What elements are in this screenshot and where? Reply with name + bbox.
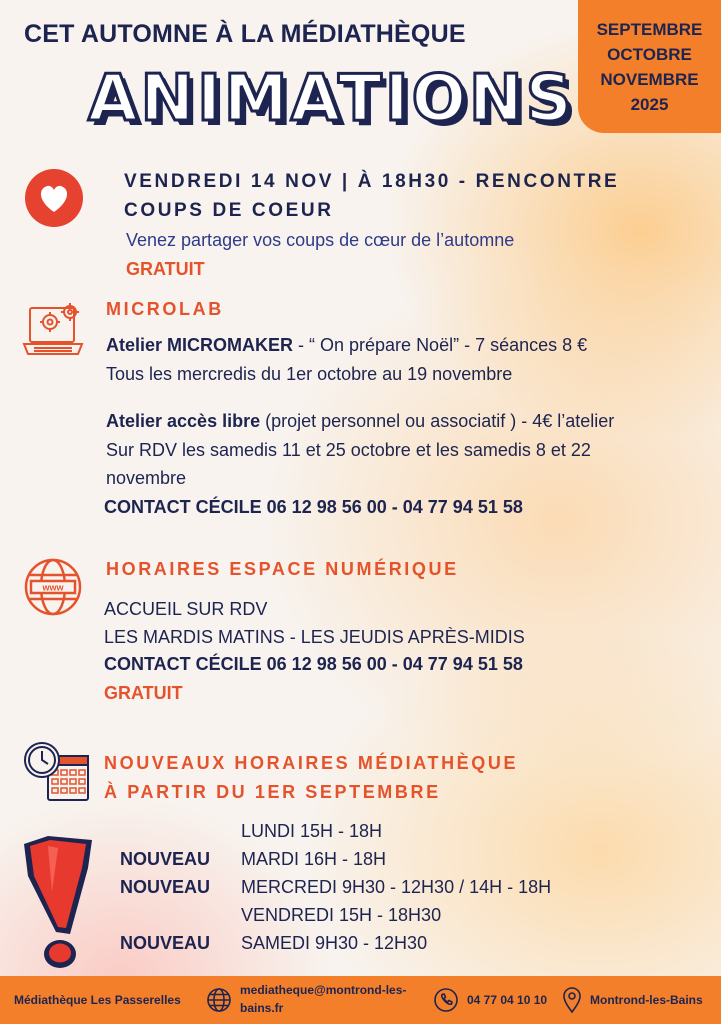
header-title: CET AUTOMNE À LA MÉDIATHÈQUE xyxy=(24,20,466,48)
hours-text: MARDI 16H - 18H xyxy=(241,849,387,869)
footer-email-line2[interactable]: bains.fr xyxy=(240,1001,284,1015)
nouveau-tag: NOUVEAU xyxy=(120,877,211,897)
atelier1-detail: - “ On prépare Noël” - 7 séances 8 € xyxy=(293,335,588,355)
microlab-title: MICROLAB xyxy=(106,299,224,319)
svg-text:www: www xyxy=(42,582,64,593)
numerique-line1: ACCUEIL SUR RDV xyxy=(104,599,268,619)
exclamation-icon xyxy=(18,832,98,972)
year: 2025 xyxy=(630,94,669,114)
hours-row-vendredi xyxy=(241,905,441,926)
event-description: Venez partager vos coups de cœur de l’automne xyxy=(126,230,515,250)
footer-phone[interactable]: 04 77 04 10 10 xyxy=(467,993,548,1007)
atelier2-detail: (projet personnel ou associatif ) - 4€ l’atelier xyxy=(260,411,615,431)
main-title: ANIMATIONS xyxy=(88,62,575,136)
globe-www-icon xyxy=(22,556,84,618)
hours-text: MERCREDI 9H30 - 12H30 / 14H - 18H xyxy=(241,877,552,897)
clock-calendar-icon xyxy=(22,738,92,804)
horaires-title-line1: NOUVEAUX HORAIRES MÉDIATHÈQUE xyxy=(104,753,519,773)
microlab-contact: CONTACT CÉCILE 06 12 98 56 00 - 04 77 94 51 58 xyxy=(104,497,523,517)
globe-icon xyxy=(206,987,232,1013)
hours-text: LUNDI 15H - 18H xyxy=(241,821,383,841)
numerique-line2: LES MARDIS MATINS - LES JEUDIS APRÈS-MIDIS xyxy=(104,627,525,647)
nouveau-tag: NOUVEAU xyxy=(120,933,211,953)
numerique-contact: CONTACT CÉCILE 06 12 98 56 00 - 04 77 94 51 58 xyxy=(104,654,523,674)
nouveau-tag: NOUVEAU xyxy=(120,849,211,869)
location-pin-icon xyxy=(562,986,582,1014)
months-badge xyxy=(578,0,721,133)
numerique-title: HORAIRES ESPACE NUMÉRIQUE xyxy=(106,559,459,579)
hours-text: SAMEDI 9H30 - 12H30 xyxy=(241,933,428,953)
month-3: NOVEMBRE xyxy=(600,69,699,89)
phone-icon xyxy=(433,987,459,1013)
hours-text: VENDREDI 15H - 18H30 xyxy=(241,905,442,925)
event-title-line1: VENDREDI 14 NOV | À 18H30 - RENCONTRE xyxy=(124,171,620,192)
laptop-gears-icon xyxy=(22,300,88,362)
heart-icon xyxy=(24,168,84,228)
numerique-price: GRATUIT xyxy=(104,683,183,703)
footer-location: Montrond-les-Bains xyxy=(590,993,703,1007)
event-price: GRATUIT xyxy=(126,259,205,279)
hours-row-lundi xyxy=(241,821,382,842)
atelier-micromaker xyxy=(106,332,587,358)
atelier-acces-libre xyxy=(106,408,614,434)
month-2: OCTOBRE xyxy=(607,44,692,64)
horaires-title-line2: À PARTIR DU 1ER SEPTEMBRE xyxy=(104,782,441,802)
hours-row-mercredi xyxy=(120,877,551,898)
atelier1-name: Atelier MICROMAKER xyxy=(106,335,294,355)
atelier1-dates: Tous les mercredis du 1er octobre au 19 novembre xyxy=(106,364,513,384)
hours-row-samedi xyxy=(120,933,427,954)
atelier2-dates-line2: novembre xyxy=(106,468,187,488)
footer xyxy=(0,976,721,1024)
atelier2-dates-line1: Sur RDV les samedis 11 et 25 octobre et les samedis 8 et 22 xyxy=(106,440,591,460)
footer-email-line1[interactable]: mediatheque@montrond-les- xyxy=(240,983,407,997)
footer-name: Médiathèque Les Passerelles xyxy=(14,993,181,1007)
hours-row-mardi xyxy=(120,849,386,870)
event-title-line2: COUPS DE COEUR xyxy=(124,200,334,221)
month-1: SEPTEMBRE xyxy=(596,19,703,39)
atelier2-name: Atelier accès libre xyxy=(106,411,261,431)
